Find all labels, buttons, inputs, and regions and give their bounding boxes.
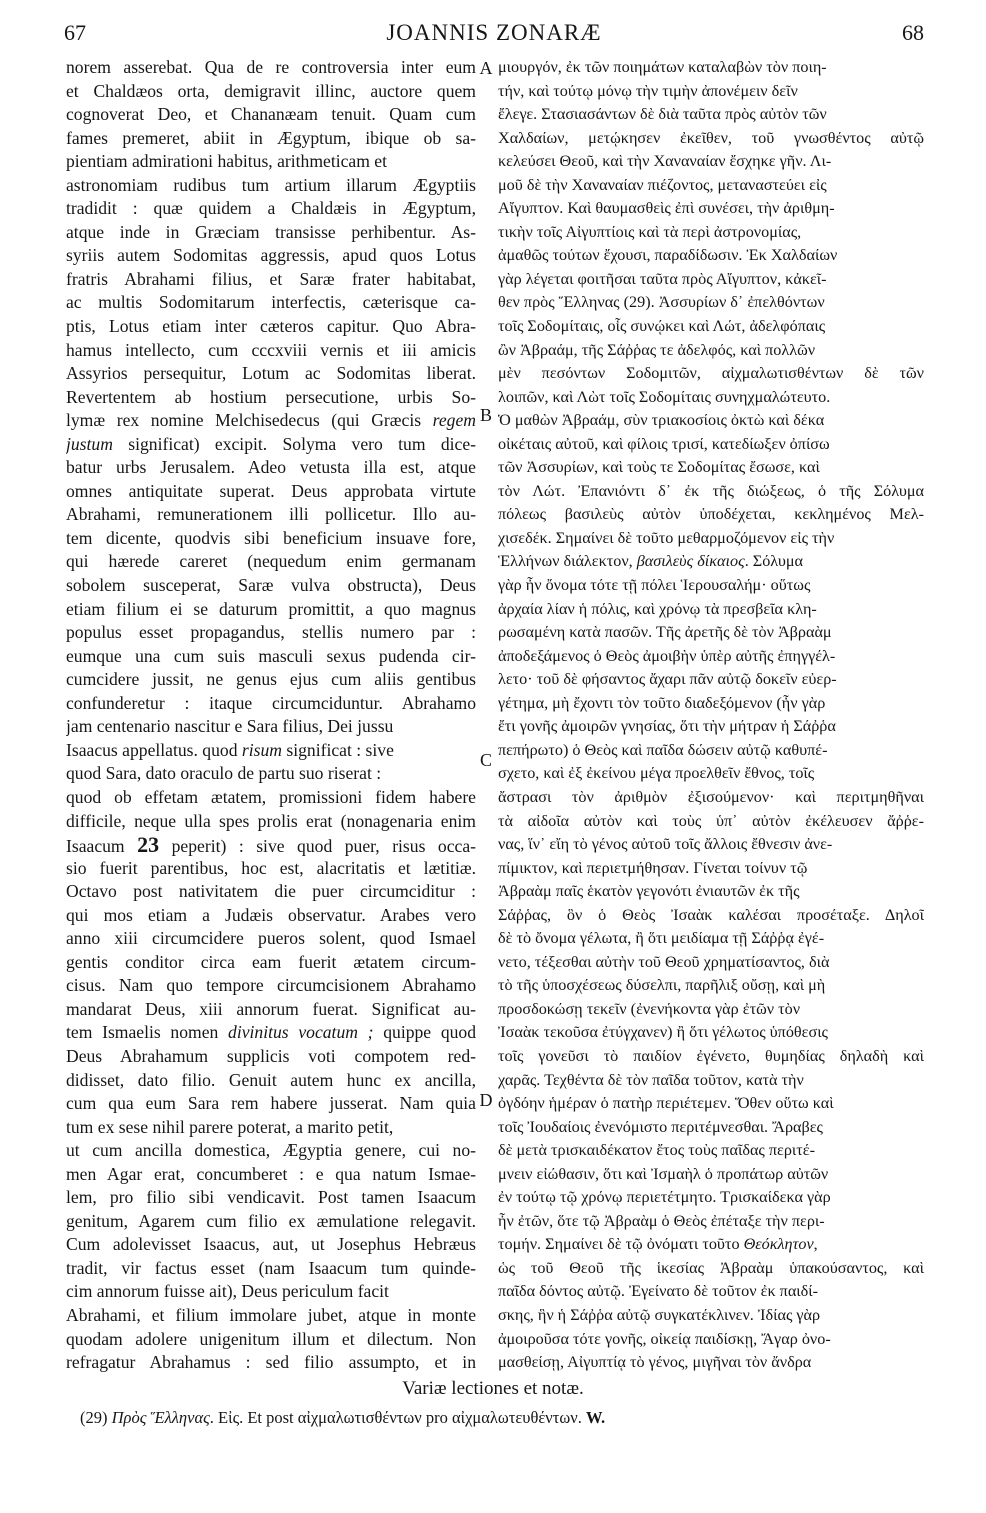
- greek-text-line: Αἴγυπτον. Καὶ θαυμασθεὶς ἐπὶ συνέσει, τὴν ἀριθμη-: [498, 199, 835, 218]
- latin-text-line: atque inde in Græciam transisse perhibentur. As-: [66, 221, 476, 242]
- greek-text-line: οἰκέταις αὐτοῦ, καὶ φίλοις τρισί, κατεδίωξεν ὀπίσω: [498, 434, 830, 453]
- latin-text-line: didisset, dato filio. Genuit autem hunc ex ancilla,: [66, 1069, 476, 1090]
- latin-text-line: pientiam admirationi habitus, arithmeticam et: [66, 151, 387, 172]
- greek-text-line: δὲ μετὰ τρισκαιδέκατον ἔτος τοὺς παῖδας περιτέ-: [498, 1141, 815, 1160]
- greek-text-line: τὸ τῆς ὑποσχέσεως δύσελπι, παρῆλιξ οὔσῃ, καὶ μὴ: [498, 976, 826, 995]
- latin-column: [66, 56, 476, 1375]
- greek-text-line: χαρᾶς. Τεχθέντα δὲ τὸν παῖδα τοῦτον, κατὰ τὴν: [498, 1070, 804, 1089]
- latin-text-line: cum qua eum Sara rem habere jusserat. Nam quia: [66, 1093, 476, 1114]
- greek-text-line: Ὁ μαθὼν Ἀβραάμ, σὺν τριακοσίοις ὀκτὼ καὶ δέκα: [498, 411, 825, 430]
- latin-text-line: cim annorum fuisse ait), Deus periculum facit: [66, 1281, 389, 1302]
- latin-text-line: fames premeret, abiit in Ægyptum, ibique ob sa-: [66, 127, 476, 148]
- latin-text-line: Isaacus appellatus. quod risum significat : sive: [66, 739, 394, 760]
- greek-text-line: ἀρχαία λίαν ἡ πόλις, καὶ χρόνῳ τὰ πρεσβεῖα κλη-: [498, 599, 817, 618]
- latin-text-line: batur urbs Jerusalem. Adeo vetusta illa est, atque: [66, 457, 476, 478]
- latin-text-line: ptis, Lotus etiam inter cæteros capitur. Quo Abra-: [66, 316, 476, 337]
- latin-text-line: tem dicente, quodvis sibi beneficium insuave fore,: [66, 527, 476, 548]
- latin-text-line: lymæ rex nomine Melchisedecus (qui Græcis regem: [66, 410, 476, 431]
- page-header: [64, 20, 924, 48]
- greek-text-line: τοῖς Ἰουδαίοις ἐνενόμιστο περιτέμνεσθαι. Ἄραβες: [498, 1117, 823, 1136]
- latin-text-line: Assyrios persequitur, Lotum ac Sodomitas liberat.: [66, 363, 476, 384]
- latin-text-line: Abrahami, et filium immolare jubet, atque in monte: [66, 1304, 476, 1325]
- greek-text-line: δὲ τὸ ὄνομα γέλωτα, ἢ ὅτι μειδίαμα τῇ Σάῤῥᾳ ἐγέ-: [498, 929, 825, 948]
- latin-text-line: qui hærede careret (nequedum enim germanam: [66, 551, 476, 572]
- latin-text-line: refragatur Abrahamus : sed filio assumpto, et in: [66, 1352, 476, 1373]
- greek-text-line: θεν πρὸς Ἕλληνας (29). Ἀσσυρίων δ᾽ ἐπελθόντων: [498, 293, 825, 312]
- greek-text-line: μνειν εἰώθασιν, ὅτι καὶ Ἰσμαὴλ ὁ προπάτωρ αὐτῶν: [498, 1164, 829, 1183]
- latin-text-line: confunderetur : itaque circumciduntur. Abrahamo: [66, 692, 476, 713]
- latin-text-line: eumque una cum suis masculi sexus pudenda cir-: [66, 645, 476, 666]
- latin-text-line: tradit, vir factus esset (nam Isaacum tum quinde-: [66, 1257, 476, 1278]
- greek-text-line: ὡς τοῦ Θεοῦ τῆς ἱκεσίας Ἀβραὰμ ὑπακούσαντος, καὶ: [498, 1258, 924, 1277]
- greek-text-line: τικὴν τοῖς Αἰγυπτίοις καὶ τὰ περὶ ἀστρονομίας,: [498, 222, 802, 241]
- greek-text-line: ἀμοιροῦσα τότε γονῆς, οἰκείᾳ παιδίσκῃ, Ἄγαρ ὀνο-: [498, 1329, 831, 1348]
- latin-text-line: mandarat Deus, xiii annorum fuerat. Significat au-: [66, 998, 476, 1019]
- latin-text-line: Revertentem ab hostium persecutione, urbis So-: [66, 386, 476, 407]
- greek-text-line: γέτημα, μὴ ἔχοντι τὸν τοῦτο διαδεξόμενον (ἦν γὰρ: [498, 693, 826, 712]
- greek-text-line: ρωσαμένη κατὰ πασῶν. Τῆς ἀρετῆς δὲ τὸν Ἀβραὰμ: [498, 623, 832, 642]
- greek-text-line: Χαλδαίων, μετῴκησεν ἐκεῖθεν, τοῦ γνωσθέντος αὐτῷ: [498, 128, 924, 147]
- margin-letter-b: B: [479, 405, 492, 425]
- greek-text-line: τοῖς γονεῦσι τὸ παιδίον ἐγένετο, θυμηδίας δηλαδὴ καὶ: [498, 1046, 924, 1065]
- latin-text-line: lem, pro filio sibi vendicavit. Post tamen Isaacum: [66, 1187, 476, 1208]
- latin-text-line: syriis autem Sodomitas aggressis, apud quos Lotus: [66, 245, 476, 266]
- latin-text-line: et Chaldæos orta, demigravit illinc, auctore quem: [66, 80, 476, 101]
- margin-letter-d: D: [479, 1090, 493, 1110]
- greek-text-line: λετο· τοῦ δὲ φήσαντος ἄχαρι πᾶν αὐτῷ δοκεῖν εὐερ-: [498, 670, 837, 689]
- latin-text-line: cumcidere jussit, ne genus ejus cum aliis gentibus: [66, 669, 476, 690]
- greek-text-line: γὰρ ἦν ὄνομα τότε τῇ πόλει Ἱερουσαλήμ· οὕτως: [498, 576, 811, 595]
- latin-text-line: jam centenario nascitur e Sara filius, Dei jussu: [66, 716, 394, 737]
- greek-text-line: κελεύσει Θεοῦ, καὶ τὴν Χαναναίαν ἔσχηκε γῆν. Λι-: [498, 152, 832, 171]
- greek-text-line: Ἑλλήνων διάλεκτον, βασιλεὺς δίκαιος. Σόλυμα: [498, 552, 804, 571]
- latin-text-line: Abrahami, remunerationem illi pollicetur. Illo au-: [66, 504, 476, 525]
- latin-text-line: qui mos etiam a Judæis observatur. Arabes vero: [66, 904, 476, 925]
- greek-text-line: τήν, καὶ τούτῳ μόνῳ τὴν τιμὴν ἀπονέμειν δεῖν: [498, 81, 798, 100]
- latin-text-line: hamus intellecto, cum cccxviii vernis et iii amicis: [66, 339, 476, 360]
- latin-text-line: populus esset propagandus, stellis numero par :: [66, 622, 476, 643]
- greek-text-line: Σάῤῥας, ὃν ὁ Θεὸς Ἰσαὰκ καλέσαι προσέταξε. Δηλοῖ: [498, 905, 924, 924]
- latin-text-line: anno xiii circumcidere pueros solent, quod Ismael: [66, 928, 476, 949]
- page-number-left: 67: [64, 20, 86, 45]
- greek-text-line: τομήν. Σημαίνει δὲ τῷ ὀνόματι τοῦτο Θεόκλητον,: [498, 1235, 818, 1254]
- latin-text-line: ac multis Sodomitarum interfectis, cæterisque ca-: [66, 292, 476, 313]
- greek-text-line: γὰρ λέγεται φοιτῆσαι ταῦτα πρὸς Αἴγυπτον, κἀκεῖ-: [498, 269, 827, 288]
- greek-text-line: σχετο, καὶ ἐξ ἐκείνου μέγα προελθεῖν ἔθνος, τοῖς: [498, 764, 815, 783]
- greek-text-line: τὸν Λώτ. Ἐπανιόντι δ᾽ ἐκ τῆς διώξεως, ὁ τῆς Σόλυμα: [498, 481, 924, 500]
- greek-text-line: νετο, τέξεσθαι αὐτὴν τοῦ Θεοῦ χρηματίσαντος, διὰ: [498, 952, 830, 971]
- greek-text-line: πίμικτον, καὶ περιετμήθησαν. Γίνεται τοίνυν τῷ: [498, 858, 808, 877]
- greek-text-line: μοῦ δὲ τὴν Χαναναίαν πιέζοντος, μεταναστεύει εἰς: [498, 175, 827, 194]
- greek-text-line: ἀποδεξάμενος ὁ Θεὸς ἀμοιβὴν ὑπὲρ αὐτῆς ἐπηγγέλ-: [498, 646, 836, 665]
- greek-text-line: σκης, ἣν ἡ Σάῤῥα αὐτῷ συγκατέκλινεν. Ἰδίας γὰρ: [498, 1305, 821, 1324]
- latin-text-line: astronomiam rudibus tum artium illarum Ægyptiis: [66, 174, 476, 195]
- notes-heading: Variæ lectiones et notæ.: [402, 1378, 584, 1399]
- greek-text-line: τὰ αἰδοῖα αὐτὸν καὶ τοὺς ὑπ᾽ αὐτὸν ἐκέλευσεν ἄῤῥε-: [498, 811, 924, 830]
- latin-text-line: justum significat) excipit. Solyma vero tum dice-: [66, 433, 476, 454]
- latin-text-line: men Agar erat, concumberet : e qua natum Ismae-: [66, 1163, 476, 1184]
- latin-text-line: tum ex sese nihil parere poterat, a marito petit,: [66, 1116, 394, 1137]
- latin-text-line: sobolem susceperat, Saræ vulva obstructa), Deus: [66, 575, 476, 596]
- latin-text-line: fratris Abrahami filius, et Saræ frater habitabat,: [66, 268, 476, 289]
- latin-text-line: omnes antiquitate superat. Deus approbata virtute: [66, 480, 476, 501]
- greek-text-line: πόλεως βασιλεὺς αὐτὸν ὑποδέχεται, κεκλημένος Μελ-: [498, 505, 924, 524]
- greek-text-line: τῶν Ἀσσυρίων, καὶ τοὺς τε Σοδομίτας ἔσωσε, καὶ: [498, 458, 820, 477]
- latin-text-line: quod Sara, dato oraculo de partu suo riserat :: [66, 763, 382, 784]
- greek-text-line: ὢν Ἀβραάμ, τῆς Σάῤῥας τε ἀδελφός, καὶ πολλῶν: [498, 340, 816, 359]
- page-number-right: 68: [902, 20, 924, 45]
- running-title: JOANNIS ZONARÆ: [386, 20, 602, 45]
- latin-text-line: Cum adolevisset Isaacus, aut, ut Josephus Hebræus: [66, 1234, 476, 1255]
- margin-letter-c: C: [479, 750, 492, 770]
- latin-text-line: cisus. Nam quo tempore circumcisionem Abrahamo: [66, 975, 476, 996]
- greek-text-line: ἄστρασι τὸν ἀριθμὸν ἐξισούμενον· καὶ περιτμηθῆναι: [498, 787, 924, 806]
- latin-text-line: genitum, Agarem cum filio ex æmulatione relegavit.: [66, 1210, 476, 1231]
- latin-text-line: Deus Abrahamum supplicis voti compotem red-: [66, 1045, 476, 1066]
- greek-text-line: Ἀβραὰμ παῖς ἑκατὸν γεγονότι ἐνιαυτῶν ἐκ τῆς: [498, 882, 800, 901]
- greek-text-line: μὲν πεσόντων Σοδομιτῶν, αἰχμαλωτισθέντων δὲ τῶν: [498, 364, 924, 383]
- greek-text-line: τοῖς Σοδομίταις, οἷς συνῴκει καὶ Λώτ, ἀδελφόπαις: [498, 317, 826, 336]
- greek-text-line: ἔτι γονῆς ἀμοιρῶν γνησίας, ὅτι τὴν μήτραν ἡ Σάῤῥα: [498, 717, 836, 736]
- greek-text-line: ἦν ἐτῶν, ὅτε τῷ Ἀβραὰμ ὁ Θεὸς ἐπέταξε τὴν περι-: [498, 1211, 825, 1230]
- greek-text-line: ἔλεγε. Στασιασάντων δὲ διὰ ταῦτα πρὸς αὐτὸν τῶν: [498, 105, 827, 124]
- latin-text-line: norem asserebat. Qua de re controversia inter eum: [66, 57, 476, 77]
- greek-text-line: χισεδέκ. Σημαίνει δὲ τοῦτο μεθαρμοζόμενον εἰς τὴν: [498, 528, 835, 547]
- greek-text-line: ὀγδόην ἡμέραν ὁ πατὴρ περιέτεμεν. Ὅθεν οὕτω καὶ: [498, 1094, 834, 1113]
- footnote-29: (29) Πρὸς Ἕλληνας. Εἰς. Et post αἰχμαλωτισθέντων pro αἰχμαλωτευθέντων. W.: [80, 1408, 606, 1427]
- latin-text-line: sio fuerit parentibus, hoc est, alacritatis et lætitiæ.: [66, 857, 476, 878]
- greek-text-line: παῖδα δόντος αὐτῷ. Ἐγείνατο δὲ τοῦτον ἐκ παιδί-: [498, 1282, 819, 1301]
- latin-text-line: ut cum ancilla domestica, Ægyptia genere, cui no-: [66, 1140, 476, 1161]
- greek-text-line: νας, ἵν᾽ εἴη τὸ γένος αὐτοῦ τοῖς ἄλλοις ἔθνεσιν ἀνε-: [498, 835, 833, 854]
- greek-text-line: μιουργόν, ἐκ τῶν ποιημάτων καταλαβὼν τὸν ποιη-: [498, 58, 827, 76]
- greek-text-line: προσδοκώσῃ τεκεῖν (ἐνενήκοντα γὰρ ἐτῶν τὸν: [498, 999, 801, 1018]
- latin-text-line: difficile, neque ulla spes prolis erat (nonagenaria enim: [66, 810, 476, 831]
- greek-text-line: μασθείσῃ, Αἰγυπτίᾳ τὸ γένος, μιγῆναι τὸν ἄνδρα: [498, 1353, 812, 1372]
- latin-text-line: gentis conditor circa eam fuerit ætatem circum-: [66, 951, 476, 972]
- greek-text-line: ἀμαθῶς τούτων ἔχουσι, παραδίδωσιν. Ἐκ Χαλδαίων: [498, 246, 838, 265]
- greek-column: [498, 56, 924, 1375]
- margin-letter-a: A: [479, 58, 493, 78]
- latin-text-line: Isaacum 23 peperit) : sive quod puer, risus occa-: [66, 833, 476, 857]
- latin-text-line: quodam adolere unigenitum illum et dilectum. Non: [66, 1328, 476, 1349]
- greek-text-line: ἐν τούτῳ τῷ χρόνῳ περιετέτμητο. Τρισκαίδεκα γὰρ: [498, 1188, 831, 1207]
- latin-text-line: cognoverat Deo, et Chananæam tenuit. Quam cum: [66, 104, 476, 125]
- latin-text-line: etiam filium ei se daturum promittit, a quo magnus: [66, 598, 476, 619]
- latin-text-line: tradidit : quæ quidem a Chaldæis in Ægyptum,: [66, 198, 476, 219]
- latin-text-line: tem Ismaelis nomen divinitus vocatum ; quippe quod: [66, 1022, 476, 1043]
- latin-text-line: Octavo post nativitatem die puer circumciditur :: [66, 881, 476, 902]
- greek-text-line: πεπήρωτο) ὁ Θεὸς καὶ παῖδα δώσειν αὐτῷ καθυπέ-: [498, 740, 828, 759]
- greek-text-line: λοιπῶν, καὶ Λὼτ τοῖς Σοδομίταις συνηχμαλώτευτο.: [498, 387, 831, 406]
- greek-text-line: Ἰσαὰκ τεκοῦσα ἐτύγχανεν) ἢ ὅτι γέλωτος ὑπόθεσις: [498, 1023, 828, 1042]
- latin-text-line: quod ob effetam ætatem, promissioni fidem habere: [66, 786, 476, 807]
